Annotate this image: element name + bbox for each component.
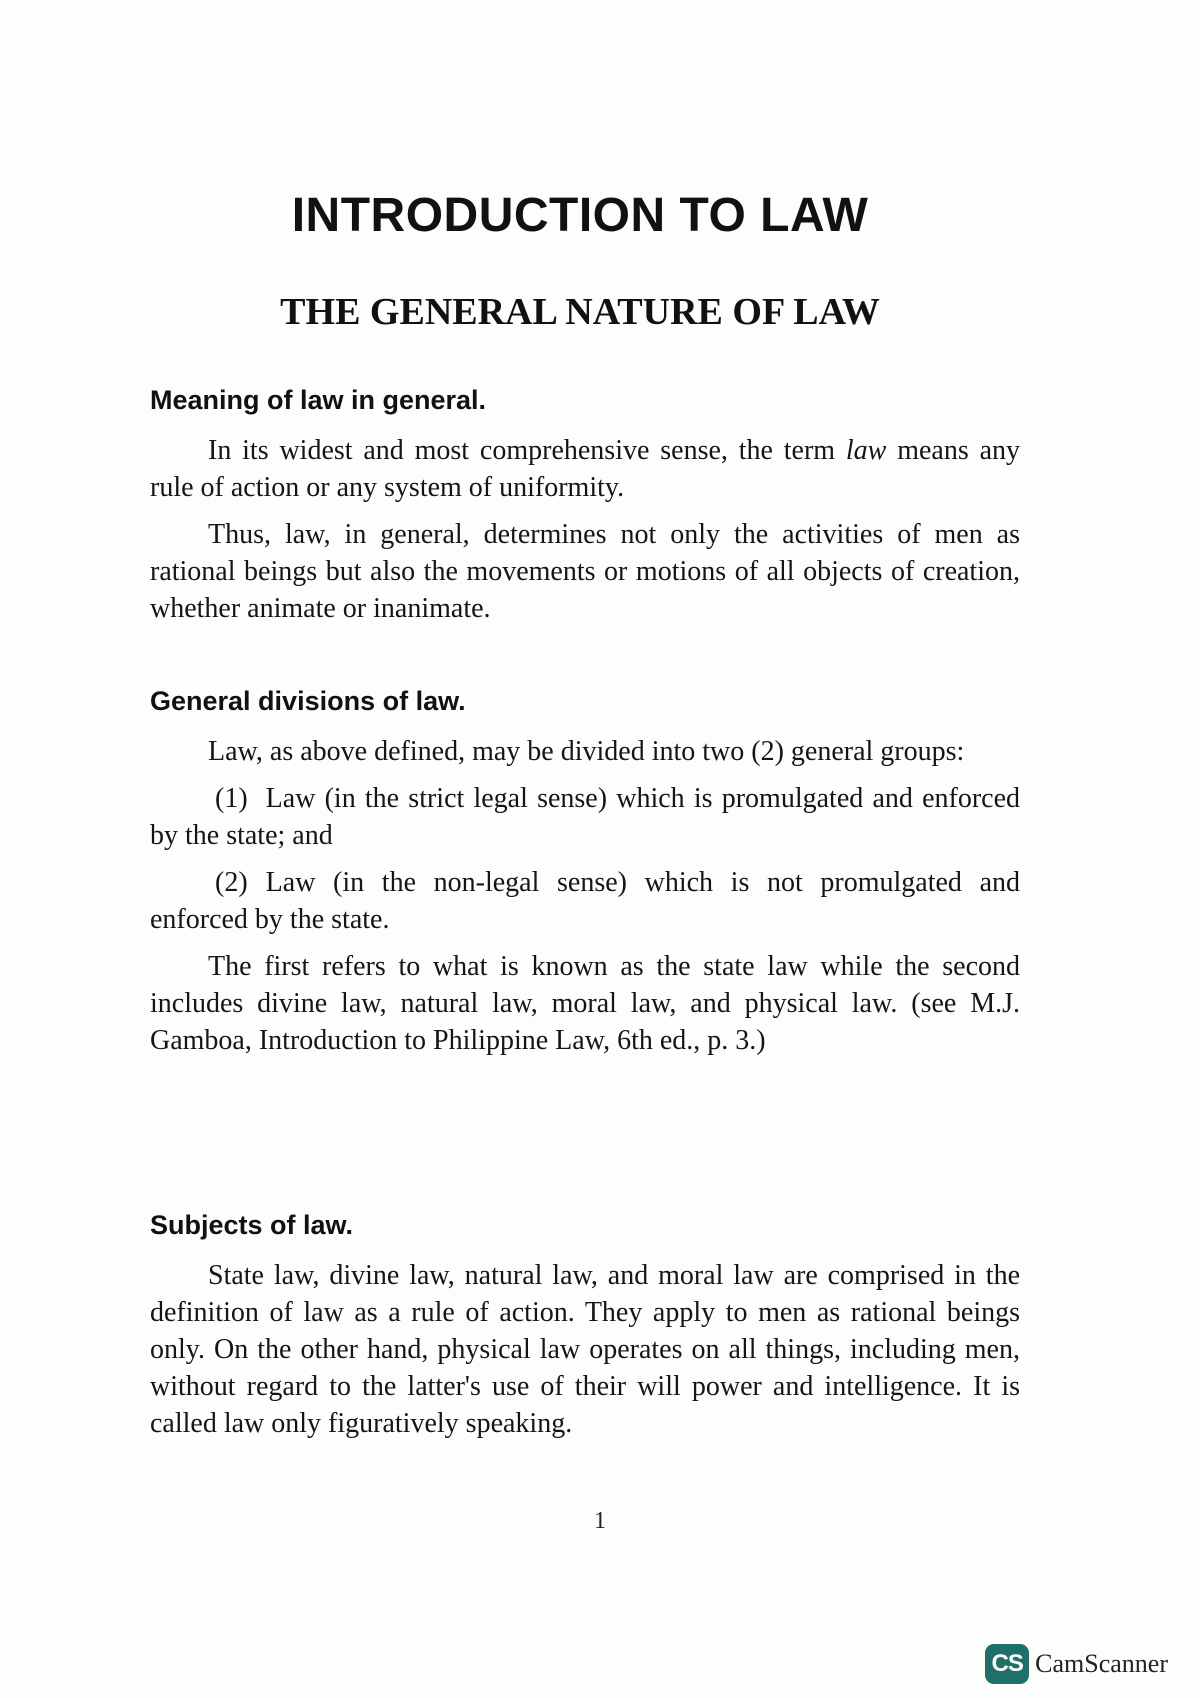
list-item-text: Law (in the non-legal sense) which is not promulgated and enforced by the state. (150, 867, 1020, 935)
list-item-number: (2) (215, 867, 248, 898)
paragraph: Thus, law, in general, determines not only the activities of men as rational beings but also the movements or motions of all objects of creation, whether animate or inanimate. (150, 519, 1020, 624)
section-subjects-of-law (150, 1210, 1020, 1452)
main-title: INTRODUCTION TO LAW (291, 189, 869, 242)
camscanner-watermark (985, 1644, 1168, 1684)
section-heading: General divisions of law. (150, 686, 466, 716)
paragraph: The first refers to what is known as the state law while the second includes divine law, natural law, moral law, and physical law. (see M.J. Gamboa, Introduction to Philippine Law, 6th ed., p. 3.) (150, 951, 1020, 1056)
section-general-divisions (150, 686, 1020, 1069)
sub-title: THE GENERAL NATURE OF LAW (280, 291, 880, 333)
camscanner-name: CamScanner (1035, 1649, 1168, 1678)
section-heading: Meaning of law in general. (150, 385, 487, 415)
section-heading: Subjects of law. (150, 1210, 354, 1240)
camscanner-logo-icon: CS (985, 1644, 1029, 1684)
paragraph: State law, divine law, natural law, and moral law are comprised in the definition of law as a rule of action. They apply to men as rational beings only. On the other hand, physical law operates on all things, including men, without regard to the latter's use of their will power and intelligence. It is called law only figuratively speaking. (150, 1260, 1020, 1439)
list-item-text: Law (in the strict legal sense) which is promulgated and enforced by the state; and (150, 783, 1020, 851)
page-number: 1 (594, 1508, 606, 1534)
italic-term: law (845, 435, 887, 466)
section-meaning-of-law (150, 385, 1020, 637)
paragraph-text: means any rule of action or any system of uniformity. (150, 435, 1020, 503)
paragraph (150, 432, 1020, 506)
paragraph: Law, as above defined, may be divided into two (2) general groups: (208, 736, 965, 767)
list-item-number: (1) (215, 783, 248, 814)
list-item (150, 780, 1020, 854)
paragraph-text: In its widest and most comprehensive sense, the term (208, 435, 846, 466)
list-item (150, 864, 1020, 938)
